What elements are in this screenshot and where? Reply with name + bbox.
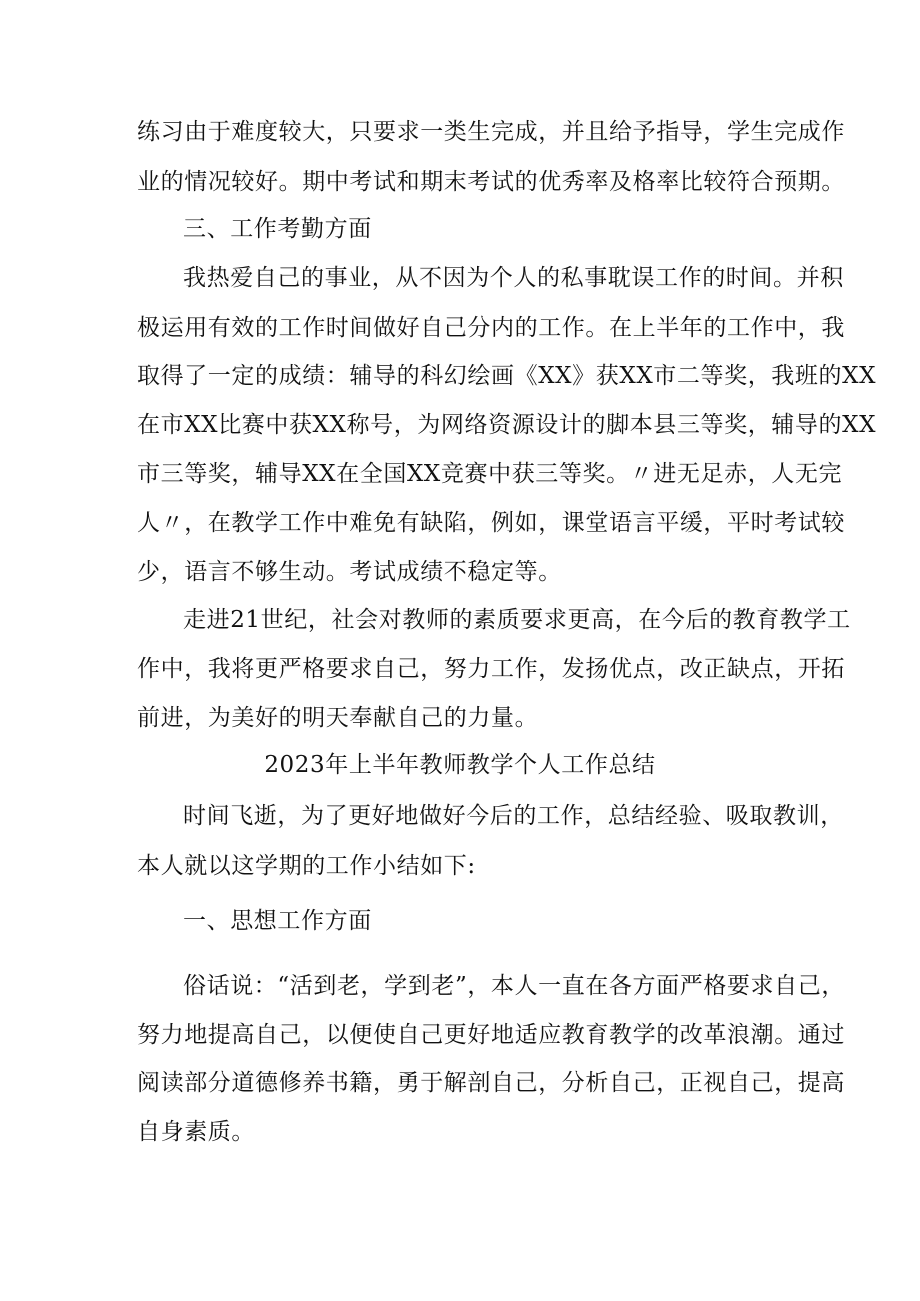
paragraph-line: 俗话说：“活到老，学到老”，本人一直在各方面严格要求自己，	[183, 973, 845, 999]
paragraph-line: 少，语言不够生动。考试成绩不稳定等。	[137, 559, 562, 585]
paragraph-line: 在市XX比赛中获XX称号，为网络资源设计的脚本县三等奖，辅导的XX	[137, 412, 877, 438]
paragraph-line: 人〃，在教学工作中难免有缺陷，例如，课堂语言平缓，平时考试较	[137, 510, 845, 536]
paragraph-line: 自身素质。	[137, 1119, 255, 1145]
paragraph-line: 市三等奖，辅导XX在全国XX竞赛中获三等奖。〃进无足赤，人无完	[137, 461, 843, 487]
paragraph-line: 取得了一定的成绩：辅导的科幻绘画《XX》获XX市二等奖，我班的XX	[137, 363, 877, 389]
paragraph-line: 我热爱自己的事业，从不因为个人的私事耽误工作的时间。并积	[183, 265, 844, 291]
paragraph-line: 极运用有效的工作时间做好自己分内的工作。在上半年的工作中，我	[137, 315, 845, 341]
paragraph-line: 练习由于难度较大，只要求一类生完成，并且给予指导，学生完成作	[137, 119, 845, 145]
section-heading-attendance: 三、工作考勤方面	[183, 216, 372, 242]
document-title: 2023年上半年教师教学个人工作总结	[264, 752, 656, 778]
paragraph-line: 走进21世纪，社会对教师的素质要求更高，在今后的教育教学工	[183, 607, 851, 633]
paragraph-line: 前进，为美好的明天奉献自己的力量。	[137, 705, 539, 731]
paragraph-line: 本人就以这学期的工作小结如下:	[137, 853, 476, 879]
paragraph-line: 努力地提高自己，以便使自己更好地适应教育教学的改革浪潮。通过	[137, 1022, 845, 1048]
paragraph-line: 阅读部分道德修养书籍，勇于解剖自己，分析自己，正视自己，提高	[137, 1070, 845, 1096]
paragraph-line: 业的情况较好。期中考试和期末考试的优秀率及格率比较符合预期。	[137, 169, 845, 195]
paragraph-line: 时间飞逝，为了更好地做好今后的工作，总结经验、吸取教训，	[183, 803, 844, 829]
paragraph-line: 作中，我将更严格要求自己，努力工作，发扬优点，改正缺点，开拓	[137, 656, 845, 682]
section-heading-thought: 一、思想工作方面	[183, 908, 372, 934]
